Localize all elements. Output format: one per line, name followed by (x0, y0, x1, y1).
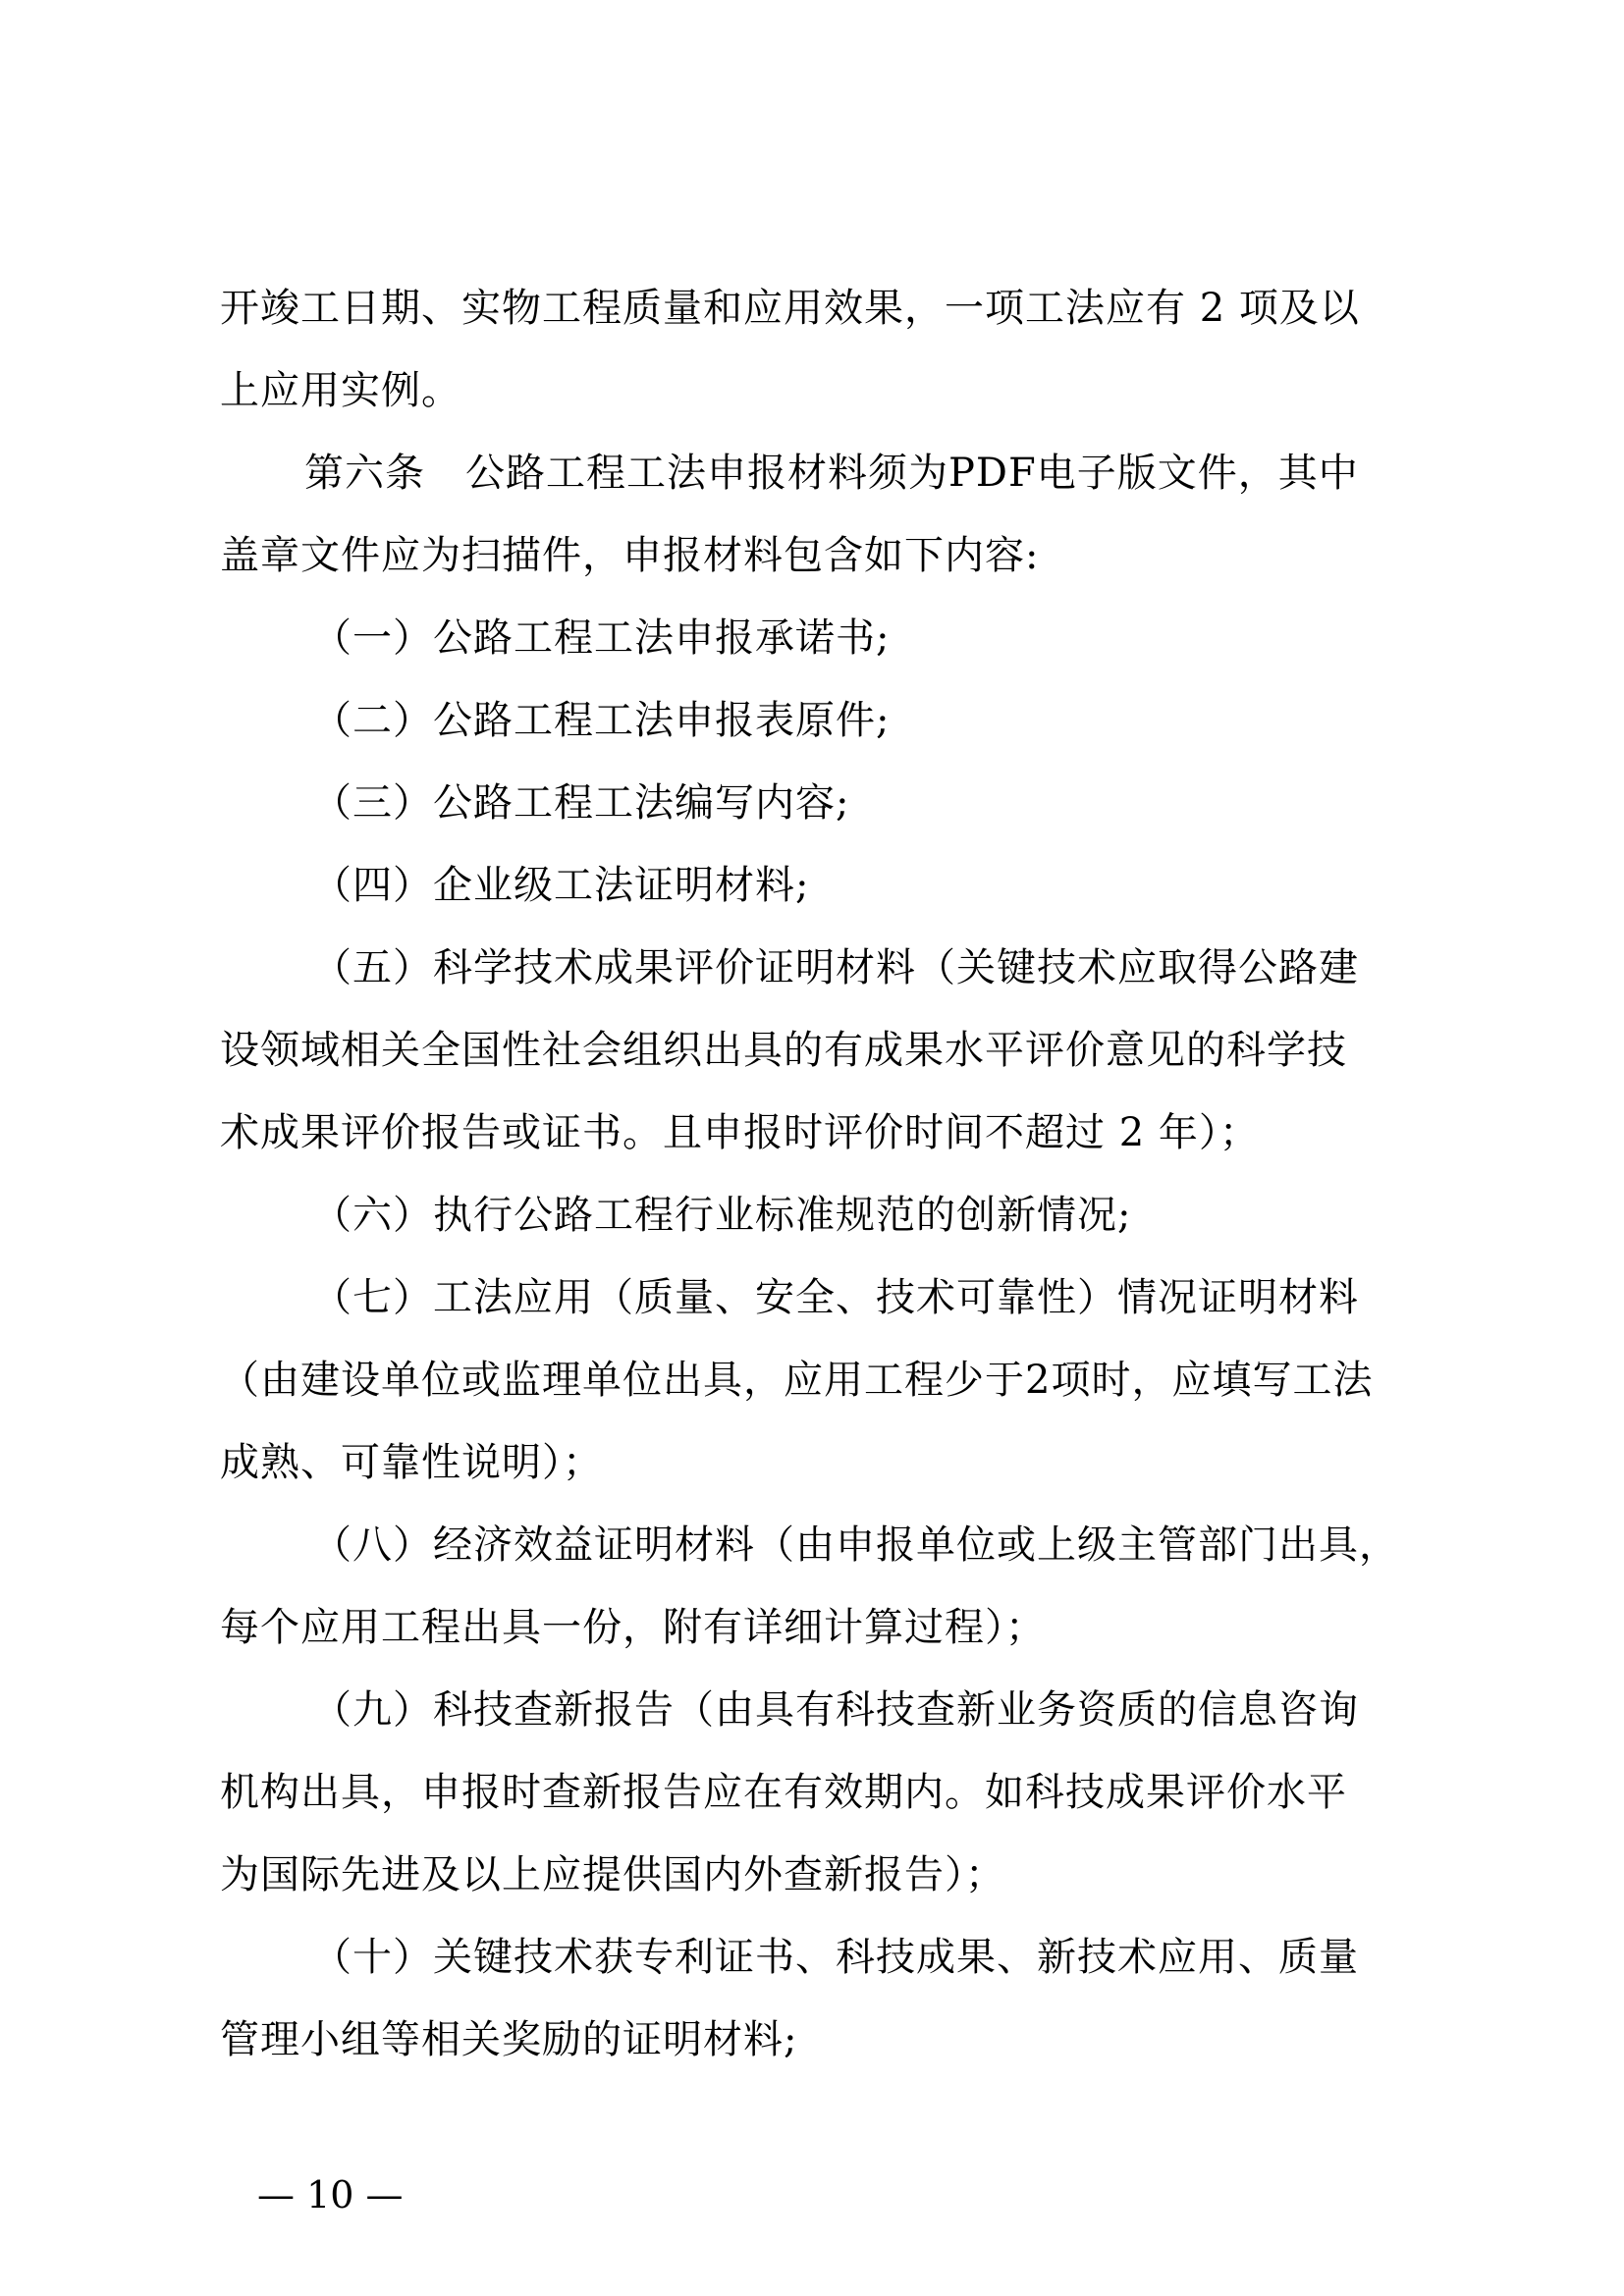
list-item-5-cont-1 (220, 1027, 1347, 1074)
list-item-5-cont-2-text: 术成果评价报告或证书。且申报时评价时间不超过 2 年）； (220, 1110, 1260, 1155)
list-item-9 (312, 1686, 1359, 1734)
list-item-8 (312, 1522, 1399, 1569)
list-item-8-cont-1-text: 每个应用工程出具一份，附有详细计算过程）； (220, 1605, 1046, 1650)
list-item-2 (312, 697, 890, 744)
page-number: — 10 — (257, 2173, 404, 2216)
list-item-5-cont-1-text: 设领域相关全国性社会组织出具的有成果水平评价意见的科学技 (220, 1028, 1347, 1073)
text-line-1-content: 开竣工日期、实物工程质量和应用效果，一项工法应有 2 项及以 (220, 286, 1360, 331)
text-line-4 (220, 532, 1039, 579)
list-item-5 (312, 944, 1359, 991)
list-item-7-cont-2-text: 成熟、可靠性说明）； (220, 1440, 603, 1485)
list-item-4-text: （四）企业级工法证明材料; (312, 863, 810, 908)
list-item-1 (312, 614, 890, 662)
article-6-heading: 第六条 公路工程工法申报材料须为PDF电子版文件，其中 (304, 451, 1359, 496)
list-item-7-cont-2 (220, 1439, 603, 1486)
list-item-2-text: （二）公路工程工法申报表原件; (312, 698, 891, 743)
list-item-7-cont-1-text: （由建设单位或监理单位出具，应用工程少于2项时，应填写工法 (220, 1358, 1374, 1403)
list-item-9-text: （九）科技查新报告（由具有科技查新业务资质的信息咨询 (312, 1687, 1359, 1733)
text-line-1 (220, 285, 1404, 332)
list-item-4 (312, 862, 809, 909)
text-line-4-content: 盖章文件应为扫描件，申报材料包含如下内容: (220, 533, 1040, 578)
list-item-1-text: （一）公路工程工法申报承诺书; (312, 615, 891, 661)
list-item-6-text: （六）执行公路工程行业标准规范的创新情况; (312, 1193, 1132, 1238)
text-line-2-content: 上应用实例。 (220, 368, 461, 413)
list-item-7-cont-1 (220, 1357, 1373, 1404)
list-item-10-cont-1 (220, 2016, 797, 2063)
list-item-10 (312, 1934, 1359, 1981)
list-item-10-cont-1-text: 管理小组等相关奖励的证明材料; (220, 2017, 798, 2062)
list-item-8-cont-1 (220, 1604, 1046, 1651)
list-item-8-text: （八）经济效益证明材料（由申报单位或上级主管部门出具， (312, 1522, 1399, 1568)
list-item-3 (312, 779, 849, 827)
list-item-10-text: （十）关键技术获专利证书、科技成果、新技术应用、质量 (312, 1935, 1359, 1980)
text-line-2 (220, 367, 461, 414)
list-item-9-cont-1 (220, 1769, 1347, 1816)
article-6-heading-line (304, 450, 1359, 497)
list-item-9-cont-1-text: 机构出具，申报时查新报告应在有效期内。如科技成果评价水平 (220, 1770, 1347, 1815)
list-item-5-text: （五）科学技术成果评价证明材料（关键技术应取得公路建 (312, 945, 1359, 990)
list-item-9-cont-2-text: 为国际先进及以上应提供国内外查新报告）； (220, 1852, 1005, 1897)
list-item-5-cont-2 (220, 1109, 1260, 1156)
list-item-6 (312, 1192, 1131, 1239)
list-item-7 (312, 1274, 1359, 1321)
list-item-3-text: （三）公路工程工法编写内容; (312, 780, 850, 826)
list-item-7-text: （七）工法应用（质量、安全、技术可靠性）情况证明材料 (312, 1275, 1359, 1320)
list-item-9-cont-2 (220, 1851, 1005, 1898)
